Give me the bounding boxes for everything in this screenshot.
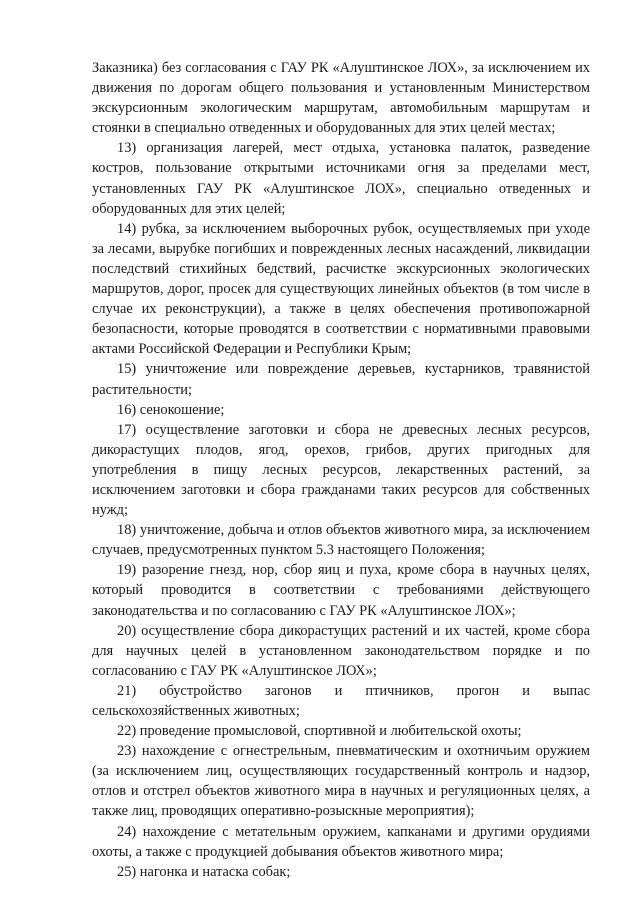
paragraph-item-16: 16) сенокошение; bbox=[117, 401, 225, 418]
paragraph-continuation: Заказника) без согласования с ГАУ РК «Алуштинское ЛОХ», за исключением их движения по дорогам общего пользования и установленным Министерством экскурсионным экологическим маршрутам, автомобильным маршрутам и стоянки в специально отведенных и оборудованных для этих целей местах; bbox=[92, 60, 590, 137]
paragraph-item-24: 24) нахождение с метательным оружием, капканами и другими орудиями охоты, а также с продукцией добывания объектов животного мира; bbox=[92, 823, 590, 860]
paragraph-item-22: 22) проведение промысловой, спортивной и любительской охоты; bbox=[117, 723, 522, 740]
paragraph-item-20: 20) осуществление сбора дикорастущих растений и их частей, кроме сбора для научных целей в установленном законодательством порядке и по согласованию с ГАУ РК «Алуштинское ЛОХ»; bbox=[92, 622, 590, 679]
paragraph-item-15: 15) уничтожение или повреждение деревьев, кустарников, травянистой растительности; bbox=[92, 361, 590, 398]
paragraph-item-23: 23) нахождение с огнестрельным, пневматическим и охотничьим оружием (за исключением лиц, осуществляющих государственный контроль и надзор, отлов и отстрел объектов животного мира в научных и регуляционных целях, а также лиц, проводящих оперативно-розыскные мероприятия); bbox=[92, 743, 590, 820]
paragraph-item-17: 17) осуществление заготовки и сбора не древесных лесных ресурсов, дикорастущих плодов, ягод, орехов, грибов, других пригодных для употребления в пищу лесных ресурсов, лекарственных растений, за исключением заготовки и сбора гражданами таких ресурсов для собственных нужд; bbox=[92, 421, 590, 519]
document-body bbox=[92, 58, 590, 882]
paragraph-item-18: 18) уничтожение, добыча и отлов объектов животного мира, за исключением случаев, предусмотренных пунктом 5.3 настоящего Положения; bbox=[92, 522, 590, 559]
paragraph-item-14: 14) рубка, за исключением выборочных рубок, осуществляемых при уходе за лесами, вырубке погибших и поврежденных лесных насаждений, ликвидации последствий стихийных бедствий, расчистке экскурсионных экологических маршрутов, дорог, просек для существующих линейных объектов (в том числе в случае их реконструкции), а также в целях обеспечения противопожарной безопасности, которые проводятся в соответствии с нормативными правовыми актами Российской Федерации и Республики Крым; bbox=[92, 220, 590, 358]
paragraph-item-25: 25) нагонка и натаска собак; bbox=[117, 863, 291, 880]
paragraph-item-21: 21) обустройство загонов и птичников, прогон и выпас сельскохозяйственных животных; bbox=[92, 682, 590, 719]
paragraph-item-19: 19) разорение гнезд, нор, сбор яиц и пуха, кроме сбора в научных целях, который проводится в соответствии с требованиями действующего законодательства и по согласованию с ГАУ РК «Алуштинское ЛОХ»; bbox=[92, 562, 590, 619]
paragraph-item-13: 13) организация лагерей, мест отдыха, установка палаток, разведение костров, пользование открытыми источниками огня за пределами мест, установленных ГАУ РК «Алуштинское ЛОХ», специально отведенных и оборудованных для этих целей; bbox=[92, 140, 590, 217]
